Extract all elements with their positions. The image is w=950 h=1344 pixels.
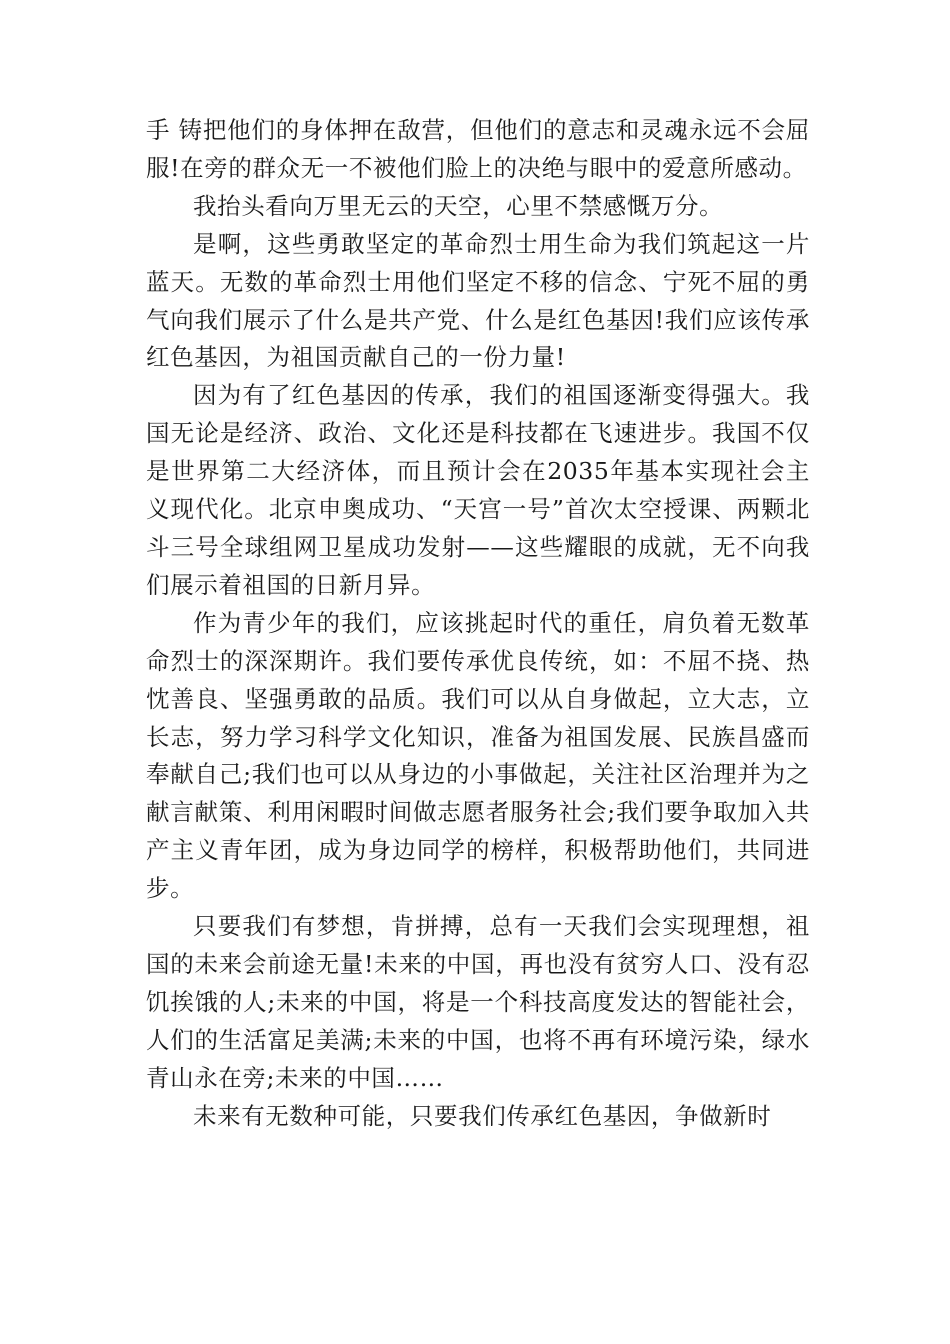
paragraph-6: 只要我们有梦想，肯拼搏，总有一天我们会实现理想，祖国的未来会前途无量!未来的中国，再也没有贫穷人口、没有忍饥挨饿的人;未来的中国，将是一个科技高度发达的智能社会，人们的生活富足美满;未来的中国，也将不再有环境污染，绿水青山永在旁;未来的中国…… bbox=[146, 912, 810, 1092]
paragraph-4: 因为有了红色基因的传承，我们的祖国逐渐变得强大。我国无论是经济、政治、文化还是科技都在飞速进步。我国不仅是世界第二大经济体，而且预计会在2035年基本实现社会主义现代化。北京申奥成功、“天宫一号”首次太空授课、两颗北斗三号全球组网卫星成功发射——这些耀眼的成就，无不向我们展示着祖国的日新月异。 bbox=[146, 381, 810, 599]
paragraph-5: 作为青少年的我们，应该挑起时代的重任，肩负着无数革命烈士的深深期许。我们要传承优良传统，如：不屈不挠、热忱善良、坚强勇敢的品质。我们可以从自身做起，立大志，立长志，努力学习科学文化知识，准备为祖国发展、民族昌盛而奉献自己;我们也可以从身边的小事做起，关注社区治理并为之献言献策、利用闲暇时间做志愿者服务社会;我们要争取加入共产主义青年团，成为身边同学的榜样，积极帮助他们，共同进步。 bbox=[146, 608, 810, 903]
paragraph-7: 未来有无数种可能，只要我们传承红色基因，争做新时 bbox=[193, 1101, 772, 1130]
paragraph-2: 我抬头看向万里无云的天空，心里不禁感慨万分。 bbox=[193, 191, 724, 220]
paragraph-1: 手 铸把他们的身体押在敌营，但他们的意志和灵魂永远不会屈服!在旁的群众无一不被他们脸上的决绝与眼中的爱意所感动。 bbox=[146, 116, 810, 182]
paragraph-3: 是啊，这些勇敢坚定的革命烈士用生命为我们筑起这一片蓝天。无数的革命烈士用他们坚定不移的信念、宁死不屈的勇气向我们展示了什么是共产党、什么是红色基因!我们应该传承红色基因，为祖国贡献自己的一份力量! bbox=[146, 229, 810, 372]
document-body bbox=[146, 112, 810, 1135]
